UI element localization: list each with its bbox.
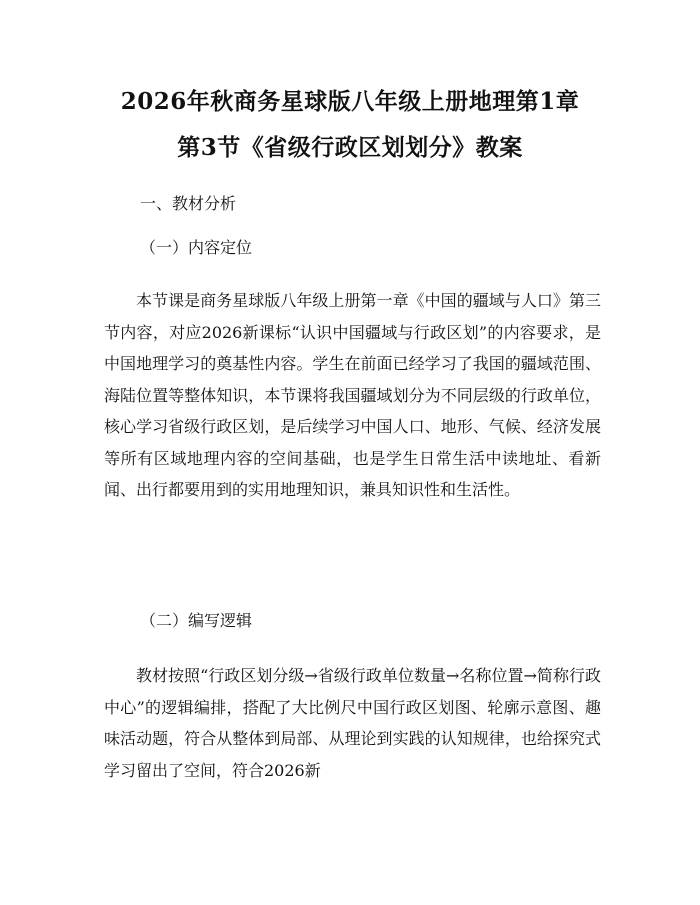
section-heading-textbook-analysis: 一、教材分析 bbox=[140, 194, 237, 213]
subsection-heading-content-positioning: （一）内容定位 bbox=[140, 238, 253, 257]
paragraph-writing-logic: 教材按照“行政区划分级→省级行政单位数量→名称位置→简称行政中心”的逻辑编排，搭配了大比例尺中国行政区划图、轮廓示意图、趣味活动题，符合从整体到局部、从理论到实践的认知规律，也给探究式学习留出了空间，符合2026新 bbox=[104, 666, 601, 780]
document-title-line-2: 第3节《省级行政区划划分》教案 bbox=[177, 134, 523, 161]
paragraph-content-positioning: 本节课是商务星球版八年级上册第一章《中国的疆域与人口》第三节内容，对应2026新课标“认识中国疆域与行政区划”的内容要求，是中国地理学习的奠基性内容。学生在前面已经学习了我国的疆域范围、海陆位置等整体知识，本节课将我国疆域划分为不同层级的行政单位，核心学习省级行政区划，是后续学习中国人口、地形、气候、经济发展等所有区域地理内容的空间基础，也是学生日常生活中读地址、看新闻、出行都要用到的实用地理知识，兼具知识性和生活性。 bbox=[104, 291, 601, 499]
document-title-line-1: 2026年秋商务星球版八年级上册地理第1章 bbox=[120, 88, 580, 115]
subsection-heading-writing-logic: （二）编写逻辑 bbox=[140, 611, 253, 630]
